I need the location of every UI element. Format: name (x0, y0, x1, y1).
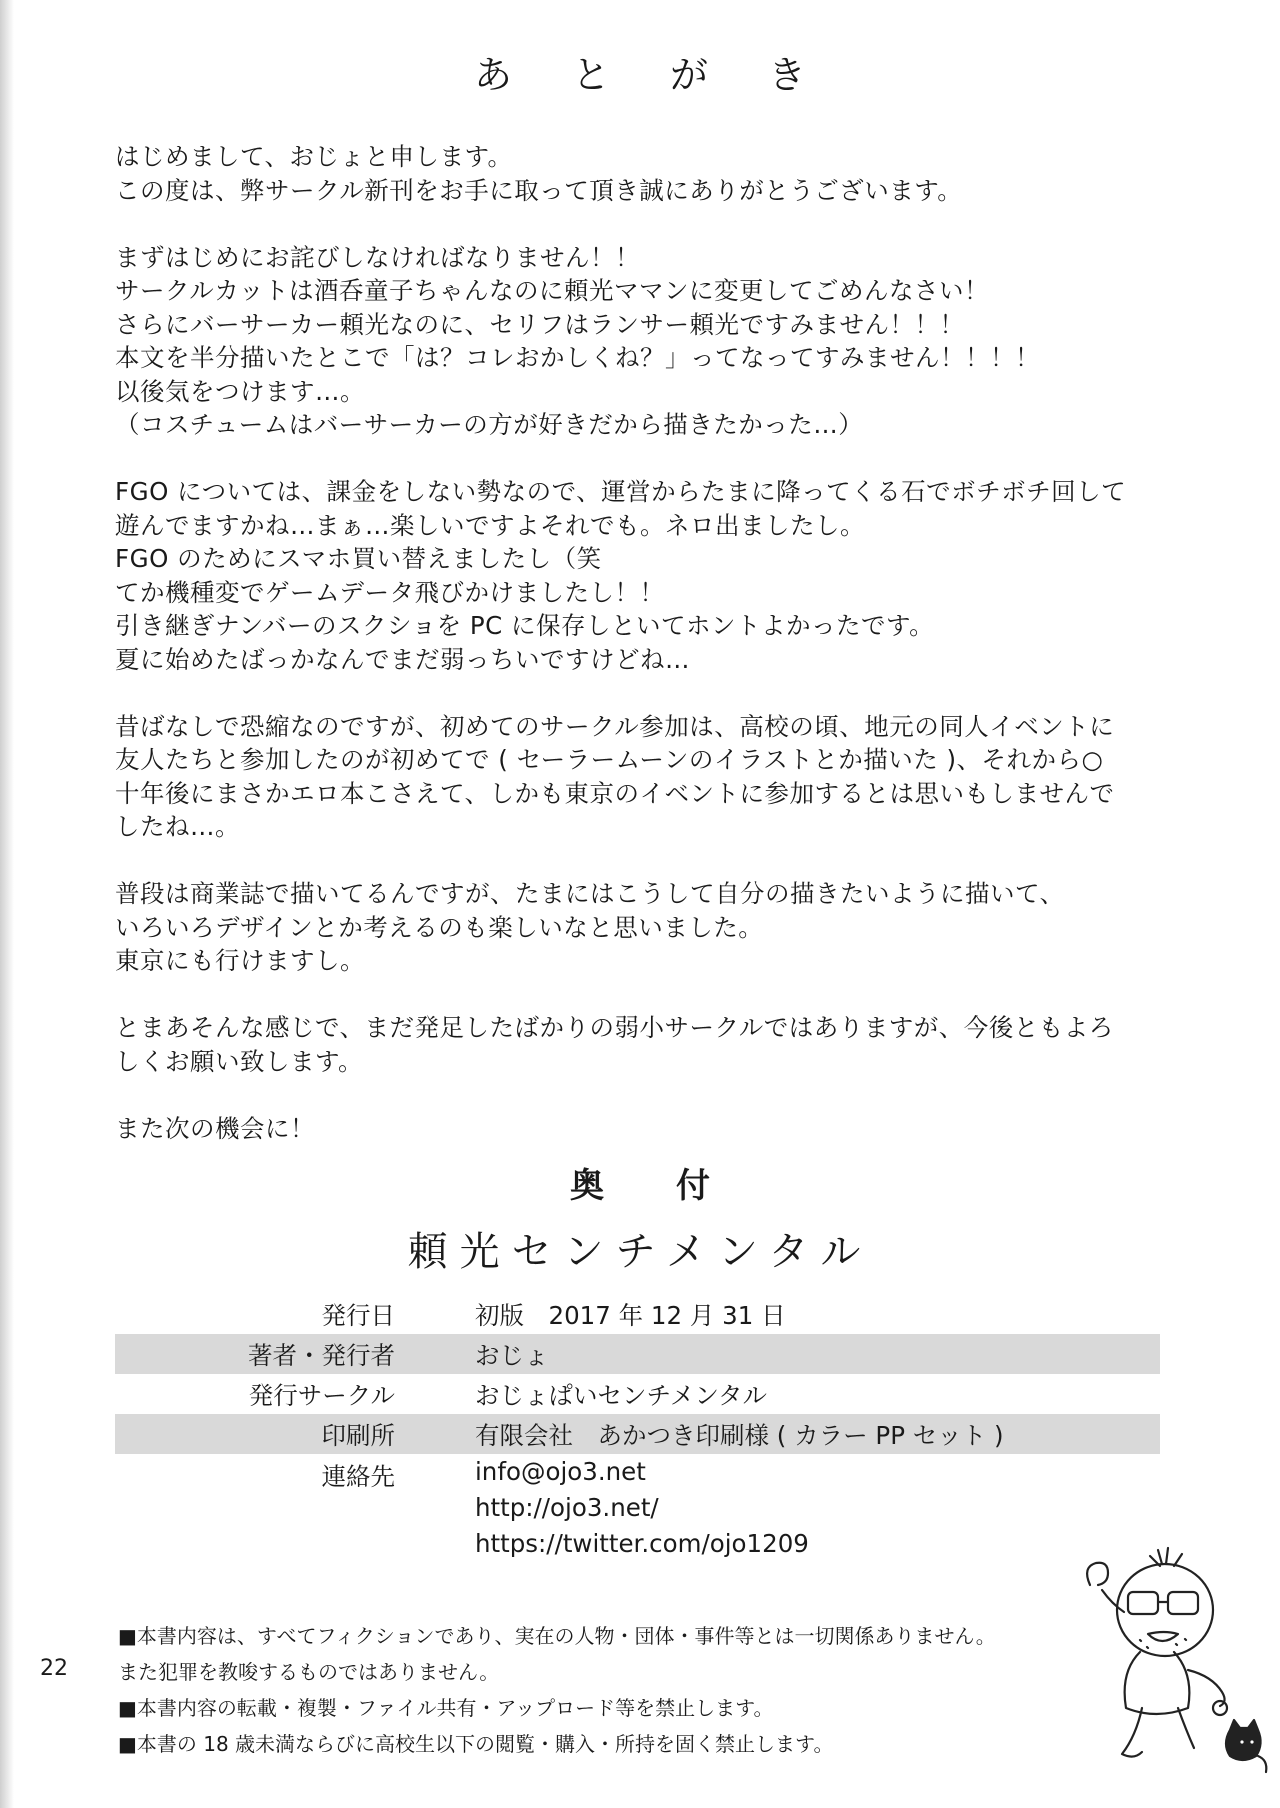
afterword-line: この度は、弊サークル新刊をお手に取って頂き誠にありがとうございます。 (115, 175, 963, 205)
afterword-paragraph (115, 877, 1195, 978)
afterword-line: 引き継ぎナンバーのスクショを PC に保存しといてホントよかったです。 (115, 611, 935, 640)
row-value: 初版 2017 年 12 月 31 日 (475, 1300, 786, 1330)
page-edge-shadow (0, 0, 14, 1808)
afterword-line: （コスチュームはバーサーカーの方が好きだから描きたかった…） (115, 410, 864, 439)
colophon-row-printer (115, 1414, 1160, 1454)
afterword-line: 友人たちと参加したのが初めてで ( セーラームーンのイラストとか描いた )、それから○ (115, 745, 1104, 774)
afterword-paragraph (115, 1011, 1195, 1078)
colophon-row-issue-date (115, 1294, 1160, 1334)
contact-values (475, 1454, 1160, 1562)
afterword-line: サークルカットは酒呑童子ちゃんなのに頼光ママンに変更してごめんなさい！ (115, 276, 990, 305)
colophon-row-author (115, 1334, 1160, 1374)
afterword-line: 東京にも行けますし。 (115, 946, 365, 975)
afterword-line: さらにバーサーカー頼光なのに、セリフはランサー頼光ですみません！！！ (115, 309, 965, 339)
row-value: おじょ (475, 1340, 549, 1370)
afterword-line: いろいろデザインとか考えるのも楽しいなと思いました。 (115, 912, 764, 942)
afterword-paragraph (115, 710, 1195, 844)
afterword-line: まずはじめにお詫びしなければなりません！！ (115, 242, 640, 272)
colophon-row-circle (115, 1374, 1160, 1414)
page-number: 22 (40, 1656, 68, 1681)
row-value: 有限会社 あかつき印刷様 ( カラー PP セット ) (475, 1420, 1004, 1450)
colophon-row-contact (115, 1454, 1160, 1562)
afterword-line: 十年後にまさかエロ本こさえて、しかも東京のイベントに参加するとは思いもしませんで (115, 778, 1115, 808)
contact-email: info@ojo3.net (475, 1457, 646, 1486)
afterword-paragraph (115, 475, 1195, 676)
afterword-paragraph (115, 241, 1195, 442)
afterword-line: FGO のためにスマホ買い替えましたし（笑 (115, 544, 602, 573)
contact-twitter: https://twitter.com/ojo1209 (475, 1529, 809, 1558)
row-label: 連絡先 (321, 1462, 395, 1491)
row-label: 発行サークル (248, 1380, 395, 1410)
afterword-body (115, 140, 1195, 1179)
afterword-paragraph (115, 1112, 1195, 1146)
row-label: 印刷所 (321, 1420, 395, 1450)
author-mascot-illustration (1070, 1530, 1270, 1780)
afterword-line: また次の機会に！ (115, 1113, 315, 1143)
afterword-line: FGO については、課金をしない勢なので、運営からたまに降ってくる石でボチボチ回して (115, 477, 1127, 506)
row-value: おじょぱいセンチメンタル (475, 1380, 768, 1410)
notice-line: また犯罪を教唆するものではありません。 (118, 1660, 500, 1684)
afterword-line: 普段は商業誌で描いてるんですが、たまにはこうして自分の描きたいように描いて、 (115, 879, 1065, 908)
afterword-line: 昔ばなしで恐縮なのですが、初めてのサークル参加は、高校の頃、地元の同人イベントに (115, 711, 1115, 741)
afterword-line: 遊んでますかね…まぁ…楽しいですよそれでも。ネロ出ましたし。 (115, 510, 865, 540)
row-label: 著者・発行者 (248, 1340, 395, 1370)
contact-website: http://ojo3.net/ (475, 1493, 659, 1522)
afterword-line: てか機種変でゲームデータ飛びかけましたし！！ (115, 577, 665, 607)
colophon-table (115, 1294, 1160, 1562)
legal-notices (118, 1618, 1038, 1762)
notice-line: ■本書内容の転載・複製・ファイル共有・アップロード等を禁止します。 (118, 1696, 774, 1720)
afterword-line: 以後気をつけます…。 (115, 376, 365, 406)
afterword-line: 本文を半分描いたとこで「は？コレおかしくね？」ってなってすみません！！！！ (115, 343, 1040, 372)
afterword-title: あとがき (473, 53, 866, 97)
book-title: 頼光センチメンタル (407, 1229, 873, 1275)
afterword-line: 夏に始めたばっかなんでまだ弱っちいですけどね… (115, 644, 690, 674)
colophon-heading: 奥付 (570, 1166, 782, 1206)
afterword-line: したね…。 (115, 812, 240, 841)
afterword-line: はじめまして、おじょと申します。 (115, 142, 513, 171)
afterword-line: しくお願い致します。 (115, 1046, 364, 1076)
notice-line: ■本書の 18 歳未満ならびに高校生以下の閲覧・購入・所持を固く禁止します。 (118, 1732, 834, 1756)
afterword-line: とまあそんな感じで、まだ発足したばかりの弱小サークルではありますが、今後ともよろ (115, 1013, 1114, 1042)
notice-line: ■本書内容は、すべてフィクションであり、実在の人物・団体・事件等とは一切関係ありません。 (118, 1624, 996, 1648)
afterword-paragraph (115, 140, 1195, 207)
row-label: 発行日 (321, 1300, 395, 1330)
